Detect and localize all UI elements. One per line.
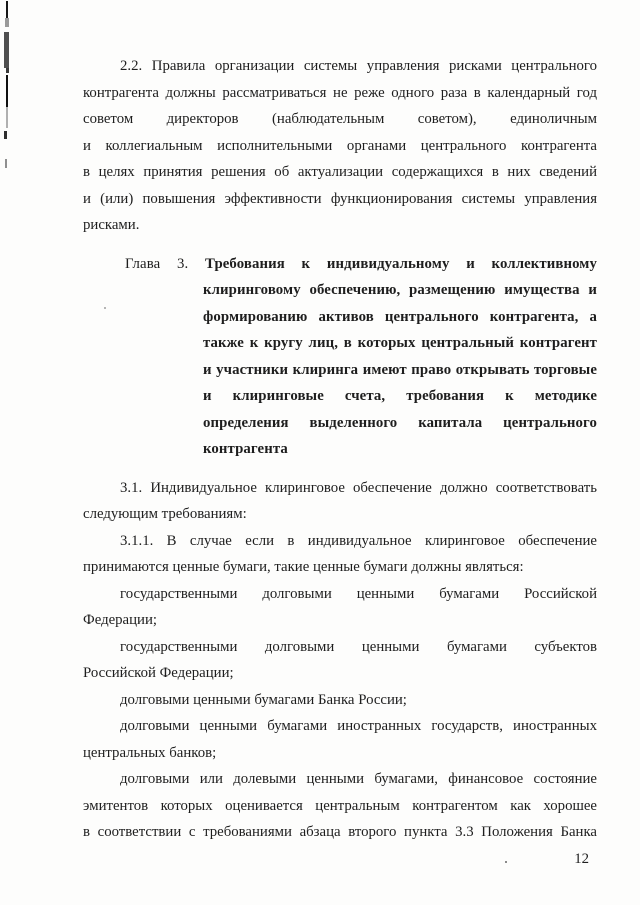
scan-artifact-bar (4, 32, 9, 68)
text-line: контрагента (203, 441, 288, 457)
list-item-gov-bonds-subjects (83, 634, 597, 687)
text-line: государственными долговыми ценными бумагами субъектов (120, 638, 597, 655)
text-line: контрагента должны рассматриваться не реже одного раза в календарный год (83, 84, 597, 101)
text-line: 2.2. Правила организации системы управления рисками центрального (120, 58, 597, 74)
text-line: и коллегиальным исполнительными органами центрального контрагента (83, 137, 597, 154)
text-run: Глава 3. (125, 255, 189, 272)
text-line: эмитентов которых оценивается центральным контрагентом как хорошее (83, 797, 597, 814)
list-item-debt-equity-securities (83, 766, 597, 846)
list-item-bank-of-russia-bonds (83, 687, 597, 714)
chapter-3-heading (83, 251, 597, 463)
list-item-foreign-bonds (83, 713, 597, 766)
text-line: в целях принятия решения об актуализации содержащихся в них сведений (83, 164, 597, 180)
scan-artifact-smudge (5, 159, 7, 168)
list-item-gov-bonds-rf (83, 581, 597, 634)
text-line: Федерации; (83, 612, 157, 628)
text-line: определения выделенного капитала центрального (203, 414, 597, 431)
text-line (83, 251, 597, 278)
text-line: клиринговому обеспечению, размещению имущества и (203, 282, 597, 298)
scan-artifact-smudge (6, 107, 8, 128)
text-line: формированию активов центрального контрагента, а (203, 308, 597, 325)
text-line: советом директоров (наблюдательным советом), единоличным (83, 111, 597, 127)
text-line: рисками. (83, 217, 140, 233)
text-line: долговыми или долевыми ценными бумагами, финансовое состояние (120, 771, 597, 787)
text-run: Требования к индивидуальному и коллективному (188, 255, 597, 272)
text-line: принимаются ценные бумаги, такие ценные бумаги должны являться: (83, 559, 524, 575)
text-line: также к кругу лиц, в которых центральный контрагент (203, 335, 597, 351)
paragraph-3-1 (83, 475, 597, 528)
scan-artifact-smudge (5, 18, 9, 27)
text-line: в соответствии с требованиями абзаца второго пункта 3.3 Положения Банка (83, 824, 597, 840)
page-number: 12 (574, 851, 589, 867)
text-line: Российской Федерации; (83, 665, 234, 681)
text-line: долговыми ценными бумагами иностранных государств, иностранных (120, 718, 597, 734)
text-line: и (или) повышения эффективности функционирования системы управления (83, 190, 597, 207)
paragraph-3-1-1 (83, 528, 597, 581)
text-line: и участники клиринга имеют право открывать торговые (203, 361, 597, 378)
scan-artifact-line (6, 75, 8, 107)
scan-artifact-dot (505, 861, 507, 863)
scan-artifact-smudge (4, 131, 7, 139)
text-line: следующим требованиям: (83, 506, 247, 522)
text-line: 3.1. Индивидуальное клиринговое обеспечение должно соответствовать (120, 479, 597, 496)
scan-artifact-smudge (6, 68, 9, 73)
text-line: государственными долговыми ценными бумагами Российской (120, 585, 597, 602)
text-line: и клиринговые счета, требования к методике (203, 388, 597, 404)
text-line: 3.1.1. В случае если в индивидуальное клиринговое обеспечение (120, 532, 597, 549)
text-line: долговыми ценными бумагами Банка России; (120, 691, 407, 708)
paragraph-2-2 (83, 53, 597, 239)
scan-artifact-line (6, 1, 8, 18)
document-text-body (83, 53, 597, 846)
text-line: центральных банков; (83, 744, 217, 761)
